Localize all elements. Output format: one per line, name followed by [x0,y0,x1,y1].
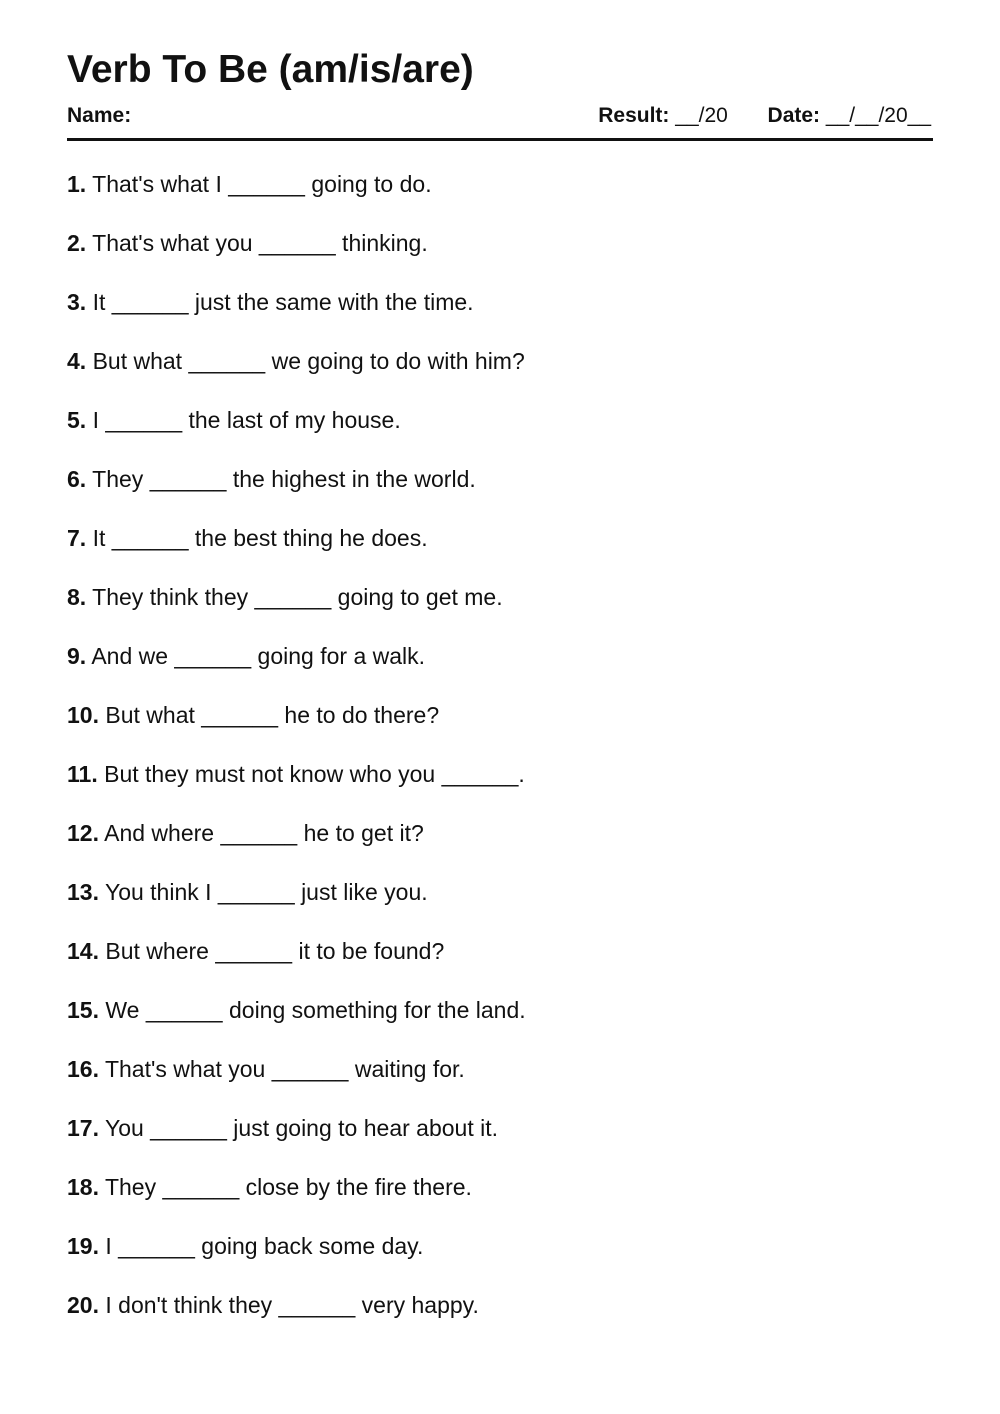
worksheet-header-fields [67,102,933,130]
question-text: They ______ close by the fire there. [104,1174,472,1200]
question-number: 13. [67,879,99,905]
question-number: 10. [67,702,99,728]
question-text: It ______ just the same with the time. [92,289,474,315]
date-value: __/__/20__ [825,104,931,127]
result-date-fields [598,102,931,130]
question-number: 5. [67,407,87,433]
question-number: 7. [67,525,87,551]
question-number: 14. [67,938,99,964]
question-text: That's what you ______ waiting for. [104,1056,465,1082]
question-number: 19. [67,1233,99,1259]
question-item [67,1112,526,1171]
question-text: It ______ the best thing he does. [92,525,428,551]
header-divider [67,138,933,141]
question-item [67,1230,526,1289]
question-number: 4. [67,348,87,374]
question-text: That's what you ______ thinking. [92,230,428,256]
question-number: 1. [67,171,87,197]
question-item [67,227,526,286]
question-item [67,876,526,935]
question-number: 6. [67,466,87,492]
question-number: 16. [67,1056,99,1082]
question-text: But what ______ he to do there? [105,702,440,728]
question-number: 18. [67,1174,99,1200]
question-item [67,345,526,404]
question-item [67,581,526,640]
question-item [67,286,526,345]
question-text: I don't think they ______ very happy. [105,1292,479,1318]
question-item [67,994,526,1053]
question-item [67,935,526,994]
question-item [67,463,526,522]
question-text: But they must not know who you ______. [104,761,525,787]
question-item [67,1289,526,1348]
question-number: 12. [67,820,99,846]
question-number: 17. [67,1115,99,1141]
question-item [67,404,526,463]
question-text: And where ______ he to get it? [104,820,424,846]
question-text: I ______ the last of my house. [92,407,401,433]
question-number: 11. [67,761,98,787]
name-field-label: Name: [67,104,132,127]
question-number: 9. [67,643,87,669]
question-text: That's what I ______ going to do. [92,171,432,197]
question-item [67,640,526,699]
question-text: And we ______ going for a walk. [91,643,426,669]
question-text: I ______ going back some day. [105,1233,424,1259]
question-text: You ______ just going to hear about it. [104,1115,498,1141]
worksheet-title: Verb To Be (am/is/are) [67,48,474,91]
question-item [67,817,526,876]
question-item [67,168,526,227]
question-item [67,1171,526,1230]
question-number: 15. [67,997,99,1023]
question-text: They think they ______ going to get me. [92,584,503,610]
question-number: 8. [67,584,87,610]
result-label: Result: [598,104,670,127]
question-text: But where ______ it to be found? [105,938,445,964]
question-item [67,1053,526,1112]
question-item [67,522,526,581]
question-number: 3. [67,289,87,315]
question-text: But what ______ we going to do with him? [92,348,525,374]
question-text: They ______ the highest in the world. [92,466,476,492]
question-text: We ______ doing something for the land. [105,997,526,1023]
question-list [67,168,526,1348]
question-item [67,699,526,758]
question-item [67,758,526,817]
question-number: 2. [67,230,87,256]
date-label: Date: [767,104,821,127]
result-value: __/20 [675,104,728,127]
question-text: You think I ______ just like you. [104,879,428,905]
question-number: 20. [67,1292,99,1318]
